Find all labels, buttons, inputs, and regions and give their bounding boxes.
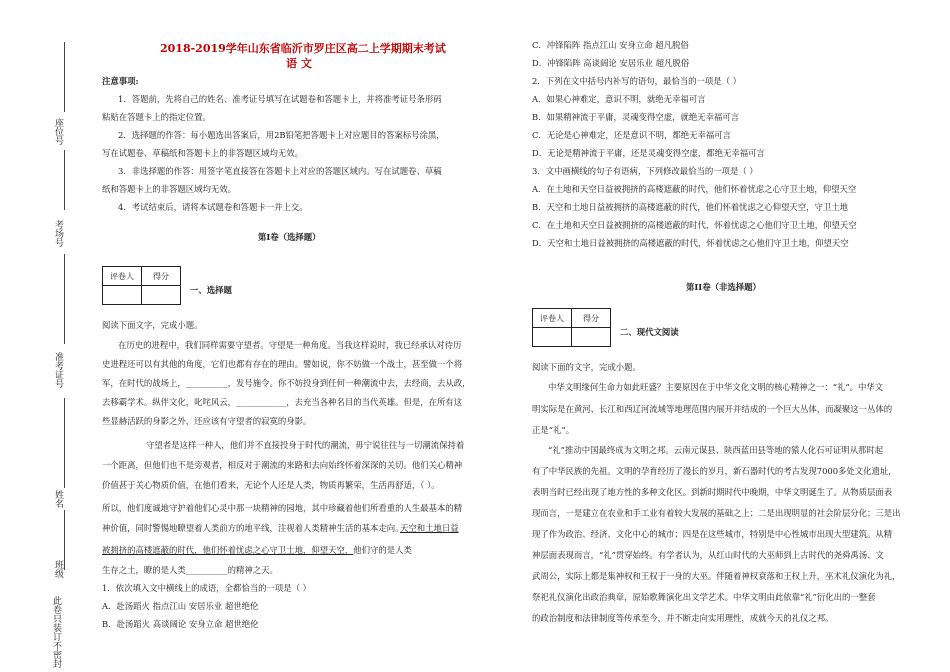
binding-line — [64, 150, 65, 210]
class-label: 班级 — [53, 560, 63, 578]
passage-line — [102, 545, 412, 555]
grader-cell — [103, 286, 142, 305]
q1-option-d: D．冲锋陷阵 高谈阔论 安居乐业 超凡脱俗 — [532, 58, 690, 68]
underlined-sentence: 天空和土地日益 — [400, 523, 459, 533]
reading-intro: 阅读下面文字，完成小题。 — [102, 320, 203, 330]
q3-option-b: B．天空和土地日益被拥挤的高楼遮蔽的时代，他们怀着忧虑之心仰望天空，守卫土地 — [532, 202, 849, 212]
notes-line: 1．答题前，先将自己的姓名、准考证号填写在试题卷和答题卡上，并将准考证号条形码 — [118, 94, 442, 104]
score-box — [532, 308, 611, 347]
underlined-sentence: 被拥挤的高楼遮蔽的时代，他们怀着忧虑之心守卫土地，仰望天空， — [102, 545, 354, 555]
passage-line: 中华文明缘何生命力如此旺盛？主要原因在于中华文化文明的核心精神之一：“礼”。中华文 — [548, 382, 884, 392]
q3-option-d: D．天空和土地日益被拥挤的高楼遮蔽的时代，怀着忧虑之心他们守卫土地，仰望天空 — [532, 238, 849, 248]
score-cell — [142, 286, 181, 305]
passage-line: 现了作为政治、经济、文化中心的城市；四是在这些城市，特别是中心性城市出现大型建筑。从精 — [532, 529, 893, 539]
passage-line: 正是“礼”。 — [532, 425, 575, 435]
q2-option-c: C．无论是心神难定，还是意识不明，都绝无幸福可言 — [532, 130, 732, 140]
seal-notice: 此卷只装订不密封 — [51, 596, 61, 668]
part1-title: 第Ⅰ卷（选择题） — [258, 232, 321, 242]
q3-option-c: C．在土地和天空日益被拥挤的高楼遮蔽的时代，怀着忧虑之心他们守卫土地，仰望天空 — [532, 220, 857, 230]
passage-line: 去移霸学术。纵伴文化，叱咤风云，____________，去充当各种名目的当代英雄。但是，在所有这 — [102, 397, 463, 407]
score-box — [102, 266, 181, 305]
q1-option-a: A．赴汤蹈火 指点江山 安居乐业 超世绝伦 — [102, 601, 259, 611]
notes-line: 2．选择题的作答：每小题选出答案后，用2B铅笔把答题卡上对应题目的答案标号涂黑， — [118, 130, 445, 140]
score-header: 得分 — [142, 267, 181, 286]
score-header: 得分 — [572, 309, 611, 328]
passage-line: 一个距离，但他们也不是旁观者，相反对于潮流的来路和去向始终怀着深深的关切。他们关心精神 — [102, 460, 463, 470]
passage-line: 些显赫活跃的身影之外，还应该有守望者的寂寞的身影。 — [102, 416, 312, 426]
passage-line: 军，在时代的战场上，__________，发号施令。你不妨投身到任何一种潮流中去，去经商，去从政， — [102, 378, 471, 388]
passage-line: 价值甚于关心物质价值，在他们看来，无论个人还是人类，物质再繁荣，生活再舒适，（ ）。 — [102, 480, 440, 490]
q2-option-d: D．无论是精神流于平庸，还是灵魂变得空虚，都绝无幸福可言 — [532, 148, 765, 158]
grader-cell — [533, 328, 572, 347]
grader-header: 评卷人 — [533, 309, 572, 328]
exam-title: 2018-2019学年山东省临沂市罗庄区高二上学期期末考试 — [160, 42, 446, 55]
passage-line: 现而言，一是建立在农业和手工业有着较大发展的基础之上；二是出现明显的社会阶层分化；三是出 — [532, 508, 901, 518]
passage-line: 史进程还可以有其他的角度，它们也都有存在的理由。譬如说，你不妨做一个战士，甚至做一个将 — [102, 359, 463, 369]
passage-line: 生存之土，瞭的是人类__________的精神之天。 — [102, 565, 278, 575]
passage-line: 神层面表现而言，“礼”贯穿始终。有学者认为，从红山时代的大巫师到上古时代的尧舜禹汤、文 — [532, 550, 884, 560]
q1-option-c: C．冲锋陷阵 指点江山 安身立命 超凡脱俗 — [532, 40, 689, 50]
section1-title: 一、选择题 — [190, 285, 232, 295]
question-3: 3．文中画横线的句子有语病，下列修改最恰当的一项是（ ） — [532, 166, 758, 176]
notes-line: 3．非选择题的作答：用签字笔直接答在答题卡上对应的答题区域内。写在试题卷、草稿 — [118, 166, 442, 176]
grader-header: 评卷人 — [103, 267, 142, 286]
passage-line: 祭祀礼仪演化出政治典章，原始歌舞演化出文学艺术。中华文明由此依靠“礼”衍化出的一整套 — [532, 592, 876, 602]
passage-line: 所以，他们度诚地守护着他们心灵中那一块精神的园地，其中珍藏着他们所看重的人生最基本的精 — [102, 503, 463, 513]
question-2: 2．下列在文中括号内补写的语句，最恰当的一项是（ ） — [532, 76, 741, 86]
binding-line — [64, 254, 65, 344]
exam-room-label: 考场号 — [53, 220, 63, 247]
section2-title: 二、现代文阅读 — [620, 327, 679, 337]
passage-line: 表明当时已经出现了地方性的多种文化区。到新时期时代中晚期，中华文明诞生了。从物质层面表 — [532, 487, 893, 497]
notes-heading: 注意事项: — [102, 76, 139, 86]
passage-line: “礼”推动中国最终成为文明之邦。云南元谋县、陕西蓝田县等地的猿人化石可证明从那时起 — [548, 445, 884, 455]
binding-line — [64, 398, 65, 488]
name-label: 姓名 — [53, 490, 63, 508]
passage-line: 的政治制度和法律制度等传承至今，并不断走向实用理性，成就今天的礼仪之邦。 — [532, 613, 834, 623]
binding-line — [64, 42, 65, 112]
notes-line: 写在试题卷、草稿纸和答题卡上的非答题区域均无效。 — [102, 148, 303, 158]
passage-line: 神价值，同时警惕地瞭望着人类前方的地平线，注视着人类精神生活的基本走向。 — [102, 523, 404, 533]
exam-subject: 语 文 — [286, 57, 312, 70]
passage-line: 有了中华民族的先祖。文明的孕育经历了漫长的岁月，新石器时代的考古发现7000多处文化遗址， — [532, 466, 897, 476]
seat-number-label: 座位号 — [53, 118, 63, 145]
passage-line: 明实际是在黄河、长江和西辽河流域等地理范围内展开并结成的一个巨大丛体，而凝聚这一丛体的 — [532, 404, 893, 414]
q2-option-a: A．如果心神难定，意识不明，就绝无幸福可言 — [532, 94, 706, 104]
score-cell — [572, 328, 611, 347]
admission-number-label: 准考证号 — [53, 352, 63, 388]
notes-line: 粘贴在答题卡上的指定位置。 — [102, 112, 211, 122]
q2-option-b: B．如果精神流于平庸，灵魂变得空虚，就绝无幸福可言 — [532, 112, 740, 122]
passage-line: 在历史的进程中，我们同样需要守望者。守望是一种角度。当我这样说时，我已经承认对待历 — [118, 340, 462, 350]
q3-option-a: A．在土地和天空日益被拥挤的高楼遮蔽的时代，他们怀着忧虑之心守卫土地，仰望天空 — [532, 184, 857, 194]
part2-title: 第II卷（非选择题） — [686, 282, 761, 292]
passage-line: 守望者是这样一种人，他们并不直接投身于时代的潮流，毋宁说往往与一切潮流保持着 — [146, 440, 465, 450]
passage-line: 武周公，实际上都是集神权和王权于一身的大巫。伴随着神权衰落和王权上升，巫术礼仪演化为礼， — [532, 571, 901, 581]
q1-option-b: B．赴汤蹈火 高谈阔论 安身立命 超世绝伦 — [102, 619, 259, 629]
reading-intro: 阅读下面的文字，完成小题。 — [532, 362, 641, 372]
passage-fragment: 他们守的是人类 — [353, 545, 412, 555]
question-1: 1．依次填入文中横线上的成语，全都恰当的一项是（ ） — [102, 583, 311, 593]
notes-line: 纸和答题卡上的非答题区域均无效。 — [102, 184, 236, 194]
notes-line: 4．考试结束后，请将本试题卷和答题卡一并上交。 — [118, 202, 308, 212]
